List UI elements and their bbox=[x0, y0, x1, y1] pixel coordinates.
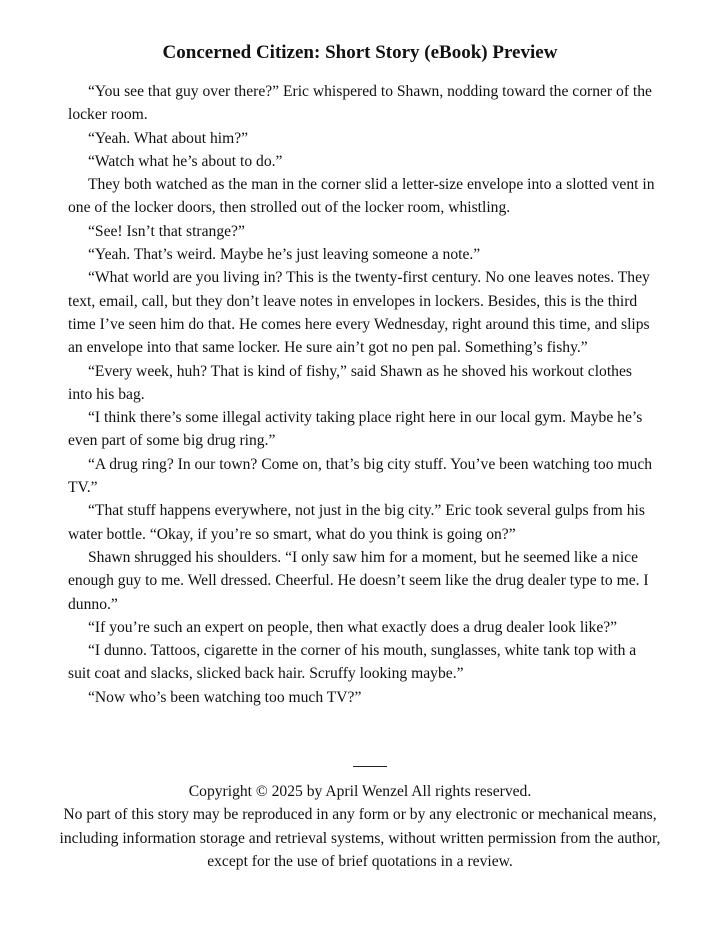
page-title: Concerned Citizen: Short Story (eBook) Preview bbox=[162, 42, 558, 63]
story-paragraph: “What world are you living in? This is the twenty-first century. No one leaves notes. They text, email, call, but they don’t leave notes in envelopes in lockers. Besides, this is the third time I’ve seen him do that. He comes here every Wednesday, right around this time, and slips an envelope into that same locker. He sure ain’t got no pen pal. Something’s fishy.” bbox=[68, 269, 650, 357]
story-paragraph: “Watch what he’s about to do.” bbox=[88, 152, 283, 170]
story-paragraph: “I think there’s some illegal activity taking place right here in our local gym. Maybe he’s even part of some big drug ring.” bbox=[68, 409, 643, 450]
story-body bbox=[68, 80, 658, 709]
story-paragraph: “That stuff happens everywhere, not just in the big city.” Eric took several gulps from his water bottle. “Okay, if you’re so smart, what do you think is going on?” bbox=[68, 502, 645, 543]
story-paragraph: “Every week, huh? That is kind of fishy,” said Shawn as he shoved his workout clothes into his bag. bbox=[68, 362, 632, 403]
story-paragraph: They both watched as the man in the corner slid a letter-size envelope into a slotted vent in one of the locker doors, then strolled out of the locker room, whistling. bbox=[68, 176, 655, 217]
story-paragraph: “A drug ring? In our town? Come on, that’s big city stuff. You’ve been watching too much TV.” bbox=[68, 455, 653, 497]
story-paragraph: “Yeah. That’s weird. Maybe he’s just leaving someone a note.” bbox=[88, 246, 481, 264]
story-paragraph: “Now who’s been watching too much TV?” bbox=[88, 688, 362, 706]
story-paragraph: Shawn shrugged his shoulders. “I only saw him for a moment, but he seemed like a nice enough guy to me. Well dressed. Cheerful. He doesn’t seem like the drug dealer type to me. I dunno.” bbox=[68, 548, 649, 613]
copyright-block bbox=[40, 780, 680, 873]
copyright-notice: No part of this story may be reproduced in any form or by any electronic or mechanical means, including information storage and retrieval systems, without written permission from the author, except for the use of brief quotations in a review. bbox=[59, 806, 661, 870]
story-paragraph: “If you’re such an expert on people, then what exactly does a drug dealer look like?” bbox=[88, 618, 618, 636]
story-paragraph: “See! Isn’t that strange?” bbox=[88, 222, 245, 240]
copyright-line: Copyright © 2025 by April Wenzel All rights reserved. bbox=[188, 783, 532, 800]
section-divider bbox=[353, 766, 387, 767]
story-paragraph: “Yeah. What about him?” bbox=[88, 129, 249, 147]
story-paragraph: “I dunno. Tattoos, cigarette in the corner of his mouth, sunglasses, white tank top with a suit coat and slacks, slicked back hair. Scruffy looking maybe.” bbox=[68, 642, 637, 683]
story-paragraph: “You see that guy over there?” Eric whispered to Shawn, nodding toward the corner of the locker room. bbox=[68, 83, 652, 124]
